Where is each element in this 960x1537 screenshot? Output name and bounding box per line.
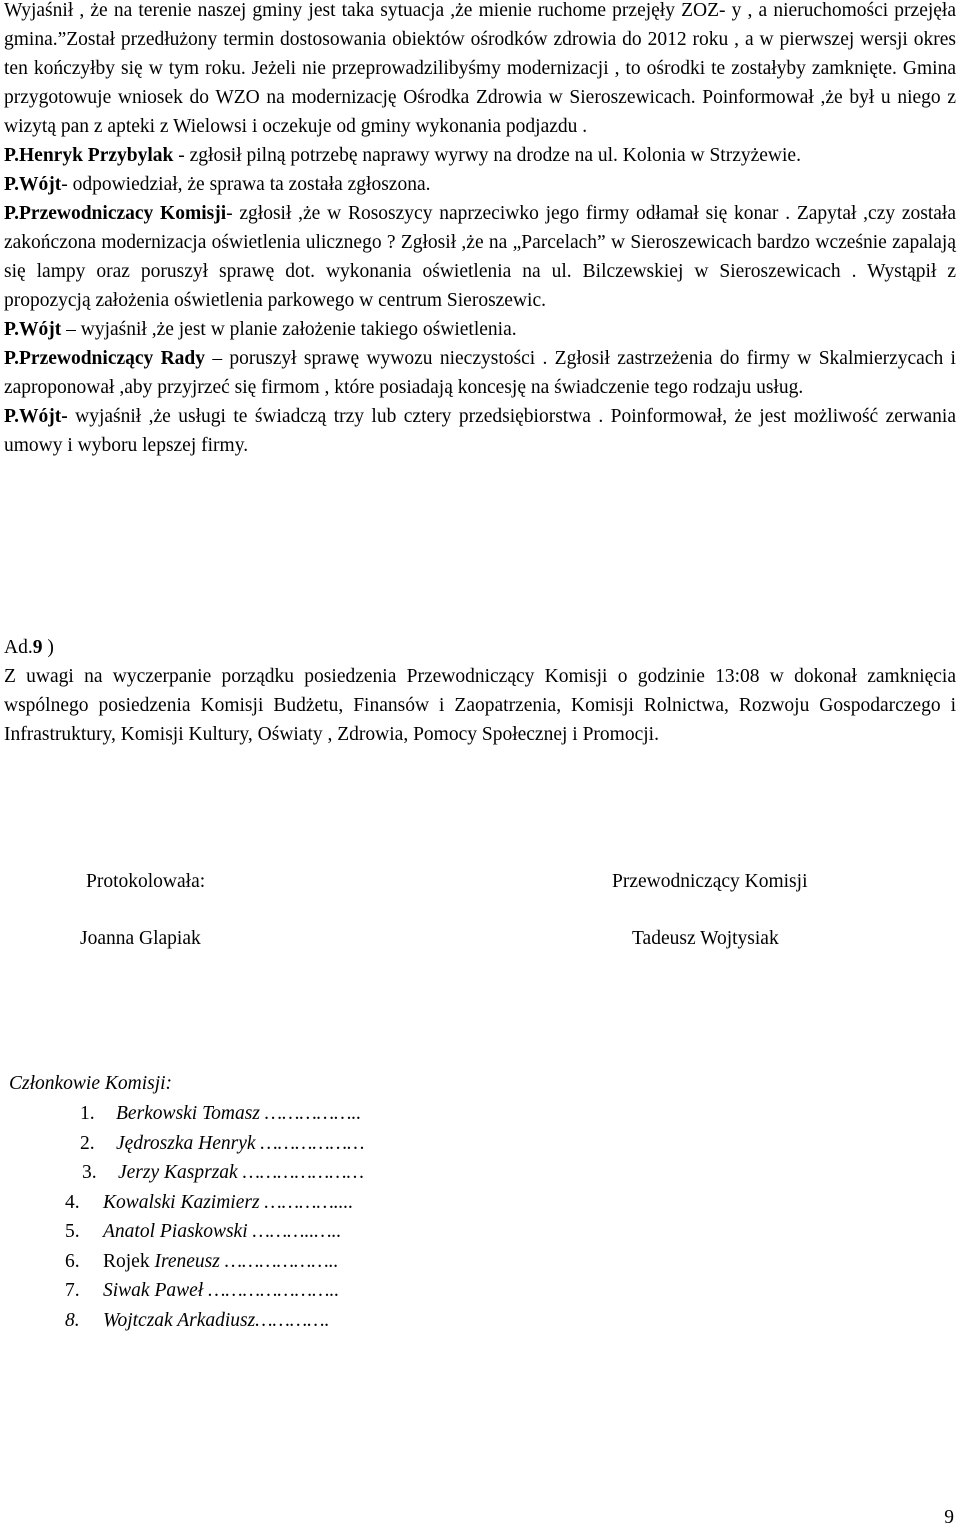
- members-list: [65, 1099, 364, 1335]
- member-name: Jędroszka Henryk ………………: [116, 1132, 365, 1154]
- member-number: 2.: [80, 1132, 95, 1154]
- agenda-item-heading: [4, 633, 54, 662]
- member-name: Wojtczak Arkadiusz………….: [103, 1309, 330, 1331]
- agenda-suffix: ): [42, 637, 54, 658]
- member-name: Berkowski Tomasz ……………..: [116, 1103, 362, 1124]
- member-item: [65, 1158, 364, 1188]
- member-number: 6.: [65, 1250, 80, 1272]
- members-title: Członkowie Komisji:: [9, 1073, 173, 1094]
- member-number: 8.: [65, 1309, 80, 1331]
- member-item: [65, 1306, 364, 1336]
- paragraph-text: Wyjaśnił , że na terenie naszej gminy jest taka sytuacja ,że mienie ruchome przejęły ZOZ- y , a nieruchomości przejęła gmina.”Został przedłużony termin dostosowania obiektów ośrodków zdrowia do 2012 roku , a w pierwszej wersji okres ten kończyłby się w tym roku. Jeżeli nie przeprowadzilibyśmy modernizacji , to ośrodki te zostałyby zamknięte. Gmina przygotowuje wniosek do WZO na modernizację Ośrodka Zdrowia w Sieroszewicach. Poinformował ,że był u niego z wizytą pan z apteki z Wielowsi i oczekuje od gminy wykonania podjazdu .: [4, 0, 956, 137]
- paragraph-intro: [4, 0, 956, 141]
- member-item: [65, 1099, 364, 1129]
- paragraph-text: – wyjaśnił ,że jest w planie założenie takiego oświetlenia.: [61, 319, 517, 340]
- speaker-name: P.Przewodniczący Rady: [4, 348, 206, 369]
- speaker-name: P.Henryk Przybylak: [4, 145, 174, 166]
- signature-right-role: Przewodniczący Komisji: [612, 871, 808, 892]
- member-item: [65, 1188, 364, 1218]
- member-number: 7.: [65, 1280, 80, 1301]
- member-item: [65, 1247, 364, 1277]
- page-number: 9: [944, 1507, 954, 1528]
- signature-left-name: Joanna Glapiak: [80, 928, 201, 949]
- paragraph-przybylak: [4, 141, 956, 170]
- paragraph-text: - zgłosił pilną potrzebę naprawy wyrwy na drodze na ul. Kolonia w Strzyżewie.: [173, 145, 801, 166]
- paragraph-wojt-2: [4, 315, 956, 344]
- speaker-name: P.Przewodniczacy Komisji: [4, 203, 227, 224]
- member-name: Kowalski Kazimierz …………....: [103, 1191, 354, 1213]
- member-name: Anatol Piaskowski ………..…..: [103, 1221, 342, 1242]
- paragraph-przewodniczacy-komisji: [4, 199, 956, 315]
- member-number: 5.: [65, 1221, 80, 1242]
- paragraph-text: - zgłosił ,że w Rososzycy naprzeciwko jego firmy odłamał się konar . Zapytał ,czy została zakończona modernizacja oświetlenia ulicznego ? Zgłosił ,że na „Parcelach” w Sieroszewicach bardzo wcześnie zapalają się lampy oraz poruszył sprawę dot. wykonania oświetlenia na ul. Bilczewskiej w Sieroszewicach . Wystąpił z propozycją założenia oświetlenia parkowego w centrum Sieroszewic.: [4, 203, 956, 311]
- speaker-name: P.Wójt: [4, 174, 62, 195]
- protocol-body: [4, 0, 956, 460]
- signature-right-name: Tadeusz Wojtysiak: [632, 928, 779, 949]
- member-number: 1.: [80, 1103, 95, 1124]
- member-item: [65, 1276, 364, 1306]
- member-number: 3.: [82, 1162, 97, 1183]
- agenda-prefix: Ad.: [4, 637, 33, 658]
- member-surname: Rojek: [103, 1250, 155, 1272]
- paragraph-wojt-1: [4, 170, 956, 199]
- member-item: [65, 1129, 364, 1159]
- signature-left-role: Protokolowała:: [86, 871, 206, 892]
- paragraph-text: wyjaśnił ,że usługi te świadczą trzy lub cztery przedsiębiorstwa . Poinformował, że jest możliwość zerwania umowy i wyboru lepszej firmy.: [4, 406, 956, 456]
- member-name: Ireneusz ………………..: [154, 1250, 339, 1272]
- closing-paragraph: Z uwagi na wyczerpanie porządku posiedzenia Przewodniczący Komisji o godzinie 13:08 w dokonał zamknięcia wspólnego posiedzenia Komisji Budżetu, Finansów i Zaopatrzenia, Komisji Rolnictwa, Rozwoju Gospodarczego i Infrastruktury, Komisji Kultury, Oświaty , Zdrowia, Pomocy Społecznej i Promocji.: [4, 666, 956, 745]
- paragraph-wojt-3: [4, 402, 956, 460]
- speaker-name: P.Wójt: [4, 319, 62, 340]
- member-name: Siwak Paweł …………………..: [103, 1280, 340, 1301]
- paragraph-text: – poruszył sprawę wywozu nieczystości . Zgłosił zastrzeżenia do firmy w Skalmierzycach i zaproponował ,aby przyjrzeć się firmom , które posiadają koncesję na świadczenie tego rodzaju usług.: [4, 348, 956, 398]
- agenda-number: 9: [32, 637, 43, 658]
- speaker-name: P.Wójt-: [4, 406, 68, 427]
- member-item: [65, 1217, 364, 1247]
- member-number: 4.: [65, 1191, 80, 1213]
- paragraph-text: - odpowiedział, że sprawa ta została zgłoszona.: [61, 174, 431, 195]
- member-name: Jerzy Kasprzak …………………: [118, 1162, 364, 1183]
- paragraph-przewodniczacy-rady: [4, 344, 956, 402]
